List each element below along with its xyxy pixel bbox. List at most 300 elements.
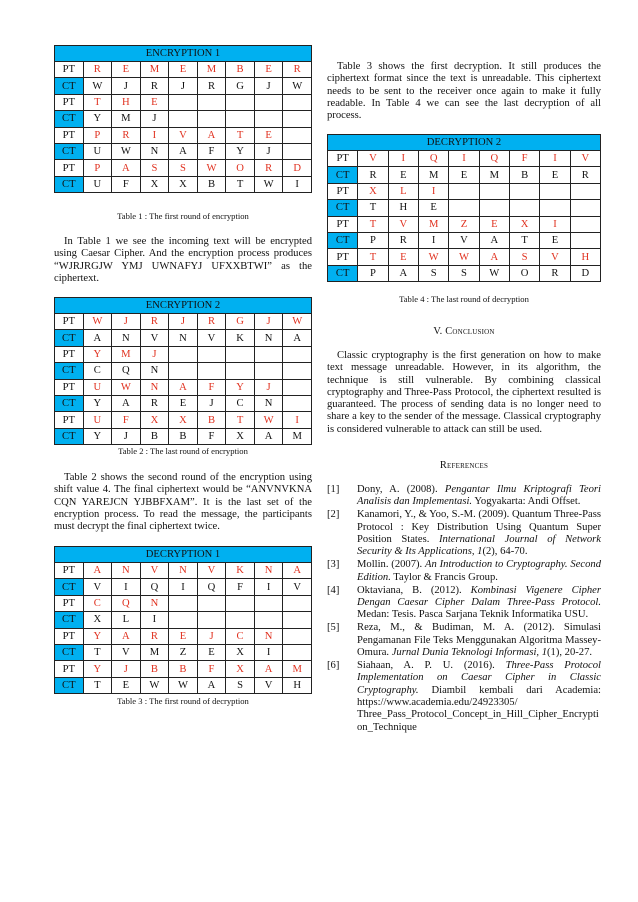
table-cell: B: [197, 412, 226, 428]
table-row: [55, 644, 312, 660]
table-cell: [283, 94, 312, 110]
table-cell: N: [254, 628, 283, 644]
paragraph-conclusion: Classic cryptography is the first generation on how to make text message unreadable. However, in its algorithm, the technique is still vulnerable. By combining classical cryptography and Three-Pass Protocol, the ciphertext resulted is guaranteed. The process of sending data is no longer need to share a key to the sender of the message. Classical cryptography is considered vulnerable to attack can still be used.: [327, 350, 601, 435]
table-row: [55, 428, 312, 444]
reference-number: [1]: [327, 484, 340, 495]
reference-number: [5]: [327, 622, 340, 634]
row-label: CT: [55, 363, 84, 379]
table-cell: A: [169, 379, 198, 395]
table-cell: [254, 363, 283, 379]
table-cell: E: [169, 628, 198, 644]
table-cell: V: [254, 677, 283, 693]
table-cell: [283, 379, 312, 395]
table-cell: [283, 127, 312, 143]
table-cell: V: [140, 330, 169, 346]
table-row: [328, 216, 601, 232]
table-encryption-2: [54, 297, 312, 445]
table-cell: R: [112, 127, 141, 143]
table-row: [328, 167, 601, 183]
table-cell: J: [140, 111, 169, 127]
table-decryption-1: [54, 546, 312, 694]
table-cell: N: [140, 143, 169, 159]
table-cell: C: [226, 628, 255, 644]
table-1-caption: Table 1 : The first round of encryption: [117, 211, 249, 221]
reference-number: [4]: [327, 584, 340, 596]
table-cell: V: [197, 330, 226, 346]
table-cell: F: [197, 428, 226, 444]
table-cell: T: [83, 644, 112, 660]
table-cell: Q: [197, 579, 226, 595]
table-cell: Y: [226, 143, 255, 159]
table-cell: Q: [112, 595, 141, 611]
table-cell: K: [226, 330, 255, 346]
table-cell: T: [226, 412, 255, 428]
table-cell: E: [112, 677, 141, 693]
reference-item: [327, 509, 601, 558]
table-cell: P: [358, 265, 388, 281]
table-row: [55, 160, 312, 176]
row-label: PT: [55, 62, 84, 78]
table-cell: [283, 346, 312, 362]
table-cell: H: [570, 249, 600, 265]
reference-title: An Introduction to Cryptography. Second Edition.: [357, 559, 601, 583]
table-cell: W: [418, 249, 448, 265]
table-cell: [197, 595, 226, 611]
table-cell: B: [226, 62, 255, 78]
table-cell: R: [140, 395, 169, 411]
table-cell: [283, 363, 312, 379]
table-cell: N: [169, 563, 198, 579]
table-cell: R: [83, 62, 112, 78]
table-cell: [254, 111, 283, 127]
table-cell: [226, 595, 255, 611]
table-cell: X: [509, 216, 539, 232]
row-label: CT: [55, 428, 84, 444]
table-row: [55, 379, 312, 395]
table-cell: W: [197, 160, 226, 176]
table-cell: V: [570, 151, 600, 167]
table-cell: E: [388, 167, 418, 183]
table-cell: I: [283, 176, 312, 192]
table-cell: Q: [479, 151, 509, 167]
row-label: CT: [55, 78, 84, 94]
row-label: PT: [55, 563, 84, 579]
table-cell: [254, 346, 283, 362]
table-cell: M: [418, 216, 448, 232]
table-cell: R: [540, 265, 570, 281]
table-cell: I: [283, 412, 312, 428]
table-cell: A: [479, 249, 509, 265]
table-cell: [570, 216, 600, 232]
table-cell: J: [140, 346, 169, 362]
reference-details: Taylor & Francis Group.: [390, 571, 498, 583]
table-cell: T: [358, 249, 388, 265]
table-cell: B: [140, 661, 169, 677]
table-title: ENCRYPTION 2: [55, 298, 312, 314]
table-cell: [540, 183, 570, 199]
table-cell: D: [283, 160, 312, 176]
table-cell: [570, 200, 600, 216]
table-cell: [509, 200, 539, 216]
table-cell: [449, 183, 479, 199]
table-cell: I: [540, 216, 570, 232]
table-row: [328, 183, 601, 199]
table-cell: [254, 612, 283, 628]
table-cell: S: [509, 249, 539, 265]
table-cell: L: [388, 183, 418, 199]
row-label: CT: [55, 143, 84, 159]
table-cell: U: [83, 412, 112, 428]
table-cell: M: [418, 167, 448, 183]
table-cell: E: [140, 94, 169, 110]
table-row: [55, 330, 312, 346]
table-cell: [283, 143, 312, 159]
table-cell: V: [83, 579, 112, 595]
table-cell: [570, 183, 600, 199]
table-row: [55, 579, 312, 595]
table-cell: A: [169, 143, 198, 159]
table-cell: [449, 200, 479, 216]
table-cell: O: [509, 265, 539, 281]
table-cell: E: [197, 644, 226, 660]
table-cell: W: [83, 78, 112, 94]
table-cell: I: [388, 151, 418, 167]
table-cell: I: [140, 127, 169, 143]
table-title: DECRYPTION 2: [328, 135, 601, 151]
table-cell: [197, 612, 226, 628]
table-cell: N: [254, 330, 283, 346]
table-cell: M: [197, 62, 226, 78]
table-cell: P: [83, 160, 112, 176]
table-cell: [197, 94, 226, 110]
table-cell: J: [254, 78, 283, 94]
table-row: [55, 563, 312, 579]
table-row: [328, 265, 601, 281]
table-cell: [479, 183, 509, 199]
table-cell: F: [197, 661, 226, 677]
table-cell: [197, 363, 226, 379]
table-cell: I: [449, 151, 479, 167]
table-cell: V: [112, 644, 141, 660]
table-cell: N: [140, 363, 169, 379]
reference-number: [2]: [327, 509, 340, 521]
references-heading: References: [439, 460, 489, 471]
table-cell: T: [358, 216, 388, 232]
table-2-wrap: [54, 297, 312, 445]
table-cell: E: [449, 167, 479, 183]
table-cell: E: [540, 232, 570, 248]
table-cell: T: [226, 176, 255, 192]
table-cell: I: [112, 579, 141, 595]
table-4-wrap: [327, 134, 601, 282]
table-decryption-2: [327, 134, 601, 282]
table-cell: [169, 612, 198, 628]
table-cell: C: [83, 363, 112, 379]
table-cell: N: [112, 330, 141, 346]
table-cell: I: [169, 579, 198, 595]
table-cell: M: [112, 346, 141, 362]
table-cell: H: [283, 677, 312, 693]
table-cell: Y: [83, 346, 112, 362]
table-cell: [283, 612, 312, 628]
row-label: CT: [328, 167, 358, 183]
table-cell: W: [479, 265, 509, 281]
table-cell: A: [197, 127, 226, 143]
table-row: [55, 363, 312, 379]
row-label: CT: [328, 200, 358, 216]
row-label: CT: [55, 176, 84, 192]
table-cell: V: [197, 563, 226, 579]
conclusion-title: Conclusion: [445, 326, 495, 337]
table-cell: Y: [83, 428, 112, 444]
table-cell: [197, 346, 226, 362]
row-label: PT: [55, 314, 84, 330]
table-cell: I: [254, 579, 283, 595]
table-cell: A: [83, 330, 112, 346]
table-row: [55, 143, 312, 159]
table-1-wrap: [54, 45, 312, 193]
table-cell: [226, 346, 255, 362]
table-2-caption: Table 2 : The last round of encryption: [118, 446, 248, 456]
table-cell: [283, 395, 312, 411]
table-row: [55, 395, 312, 411]
table-cell: R: [570, 167, 600, 183]
table-cell: J: [112, 78, 141, 94]
table-cell: I: [418, 232, 448, 248]
table-cell: E: [540, 167, 570, 183]
table-cell: R: [197, 78, 226, 94]
table-cell: A: [388, 265, 418, 281]
table-header-row: [55, 547, 312, 563]
reference-item: [327, 660, 601, 734]
table-row: [55, 412, 312, 428]
table-row: [328, 232, 601, 248]
table-cell: X: [226, 428, 255, 444]
table-row: [55, 176, 312, 192]
table-cell: [169, 363, 198, 379]
table-cell: J: [169, 78, 198, 94]
table-cell: B: [169, 428, 198, 444]
table-cell: G: [226, 78, 255, 94]
table-cell: A: [283, 563, 312, 579]
table-title: DECRYPTION 1: [55, 547, 312, 563]
table-cell: Q: [112, 363, 141, 379]
table-cell: J: [112, 661, 141, 677]
table-row: [55, 94, 312, 110]
table-row: [55, 661, 312, 677]
table-cell: K: [226, 563, 255, 579]
table-cell: [283, 628, 312, 644]
row-label: CT: [55, 579, 84, 595]
table-cell: U: [83, 143, 112, 159]
row-label: PT: [328, 151, 358, 167]
table-row: [55, 127, 312, 143]
table-cell: B: [197, 176, 226, 192]
reference-authors: Oktaviana, B. (2012).: [357, 584, 471, 596]
table-cell: R: [254, 160, 283, 176]
row-label: PT: [55, 160, 84, 176]
table-cell: M: [479, 167, 509, 183]
table-cell: I: [540, 151, 570, 167]
table-cell: J: [254, 379, 283, 395]
row-label: PT: [55, 379, 84, 395]
table-cell: Q: [140, 579, 169, 595]
table-cell: M: [283, 428, 312, 444]
table-cell: I: [140, 612, 169, 628]
table-cell: G: [226, 314, 255, 330]
table-cell: [283, 595, 312, 611]
references-list: [327, 484, 601, 735]
table-cell: [197, 111, 226, 127]
table-cell: A: [254, 661, 283, 677]
table-cell: E: [254, 127, 283, 143]
table-cell: Y: [83, 628, 112, 644]
table-cell: W: [254, 412, 283, 428]
reference-details: (1), 20-27.: [547, 647, 593, 659]
table-cell: W: [254, 176, 283, 192]
row-label: PT: [55, 595, 84, 611]
row-label: PT: [55, 94, 84, 110]
table-cell: J: [112, 314, 141, 330]
table-cell: T: [226, 127, 255, 143]
table-cell: T: [509, 232, 539, 248]
table-cell: S: [449, 265, 479, 281]
table-cell: C: [226, 395, 255, 411]
table-cell: V: [388, 216, 418, 232]
table-cell: R: [358, 167, 388, 183]
table-cell: Y: [83, 395, 112, 411]
row-label: CT: [55, 330, 84, 346]
reference-title: Kombinasi Vigenere Cipher Dengan Caesar Cipher Dalam Three-Pass Protocol.: [357, 584, 601, 609]
reference-item: [327, 585, 601, 622]
table-cell: T: [83, 94, 112, 110]
table-cell: X: [226, 644, 255, 660]
table-cell: Y: [83, 661, 112, 677]
paragraph-table-2: Table 2 shows the second round of the encryption using shift value 4. The final ciphertext would be “ANVNVKNA CQN YAREJCN YJBBFXAM”. It is the last set of the encryption process. To read the message, the participants must decrypt the final ciphertext twice.: [54, 472, 312, 533]
table-cell: N: [169, 330, 198, 346]
table-cell: S: [226, 677, 255, 693]
table-cell: X: [140, 412, 169, 428]
table-cell: V: [140, 563, 169, 579]
table-cell: X: [83, 612, 112, 628]
table-cell: P: [358, 232, 388, 248]
table-cell: E: [388, 249, 418, 265]
table-cell: B: [169, 661, 198, 677]
table-cell: V: [169, 127, 198, 143]
table-header-row: [328, 135, 601, 151]
table-3-caption: Table 3 : The first round of decryption: [117, 696, 249, 706]
table-cell: W: [169, 677, 198, 693]
table-cell: U: [83, 176, 112, 192]
table-cell: L: [112, 612, 141, 628]
table-cell: [254, 94, 283, 110]
reference-number: [6]: [327, 660, 340, 672]
table-cell: W: [83, 314, 112, 330]
table-cell: S: [418, 265, 448, 281]
paragraph-table-1: In Table 1 we see the incoming text will be encrypted using Caesar Cipher. And the encryption process produces “WJRJRGJW YMJ UWNAFYJ UFXXBTWI” as the ciphertext.: [54, 236, 312, 284]
table-cell: W: [283, 78, 312, 94]
table-cell: J: [197, 628, 226, 644]
table-cell: A: [112, 628, 141, 644]
reference-title: International Journal of Network Security & Its Applications, 1: [357, 533, 601, 558]
table-cell: E: [254, 62, 283, 78]
reference-details: Yogyakarta: Andi Offset.: [472, 496, 581, 508]
table-cell: V: [283, 579, 312, 595]
table-cell: F: [197, 143, 226, 159]
table-cell: E: [169, 62, 198, 78]
table-cell: I: [418, 183, 448, 199]
reference-authors: Kanamori, Y., & Yoo, S.-M. (2009). Quantum Three-Pass Protocol : Key Distribution Using Quantum Super Position States.: [357, 509, 601, 545]
table-cell: A: [83, 563, 112, 579]
table-row: [55, 677, 312, 693]
table-cell: Z: [169, 644, 198, 660]
table-cell: F: [197, 379, 226, 395]
table-cell: J: [112, 428, 141, 444]
table-cell: B: [140, 428, 169, 444]
table-row: [55, 346, 312, 362]
table-header-row: [55, 46, 312, 62]
table-cell: W: [283, 314, 312, 330]
paragraph-table-3: Table 3 shows the first decryption. It still produces the ciphertext format since the text is unreadable. This ciphertext needs to be sent to the receiver once again to make it fully readable. In Table 4 we can see the last decryption of all process.: [327, 61, 601, 122]
table-cell: X: [226, 661, 255, 677]
table-cell: X: [140, 176, 169, 192]
conclusion-heading: [327, 326, 601, 337]
table-row: [55, 595, 312, 611]
table-cell: M: [112, 111, 141, 127]
table-cell: [540, 200, 570, 216]
table-row: [55, 62, 312, 78]
reference-details: Diambil kembali dari Academia: https://www.academia.edu/24923305/ Three_Pass_Protocol_Concept_in_Hill_Cipher_Encrypti on_Technique: [357, 684, 601, 733]
table-cell: F: [112, 176, 141, 192]
table-cell: X: [358, 183, 388, 199]
table-cell: J: [254, 143, 283, 159]
table-cell: [570, 232, 600, 248]
table-cell: [479, 200, 509, 216]
table-cell: R: [140, 628, 169, 644]
reference-authors: Dony, A. (2008).: [357, 484, 445, 495]
table-cell: S: [140, 160, 169, 176]
table-cell: W: [449, 249, 479, 265]
row-label: CT: [328, 232, 358, 248]
table-cell: [226, 363, 255, 379]
table-row: [55, 612, 312, 628]
reference-title: Three-Pass Protocol Implementation on Caesar Cipher in Classic Cryptography.: [357, 660, 601, 696]
table-cell: M: [140, 62, 169, 78]
table-cell: F: [509, 151, 539, 167]
table-cell: [283, 644, 312, 660]
table-cell: [226, 612, 255, 628]
reference-authors: Reza, M., & Budiman, M. A. (2012). Simulasi Pengamanan File Teks Menggunakan Algoritma Massey-Omura.: [357, 622, 601, 659]
row-label: PT: [328, 183, 358, 199]
table-cell: R: [388, 232, 418, 248]
table-cell: Y: [226, 379, 255, 395]
table-cell: P: [83, 127, 112, 143]
table-cell: A: [254, 428, 283, 444]
table-cell: I: [254, 644, 283, 660]
table-cell: V: [358, 151, 388, 167]
table-cell: [509, 183, 539, 199]
reference-item: [327, 559, 601, 584]
table-cell: N: [140, 379, 169, 395]
reference-authors: Siahaan, A. P. U. (2016).: [357, 660, 506, 672]
row-label: CT: [55, 644, 84, 660]
table-cell: X: [169, 176, 198, 192]
table-cell: S: [169, 160, 198, 176]
table-cell: V: [540, 249, 570, 265]
table-cell: A: [479, 232, 509, 248]
reference-authors: Mollin. (2007).: [357, 559, 426, 571]
row-label: CT: [55, 395, 84, 411]
